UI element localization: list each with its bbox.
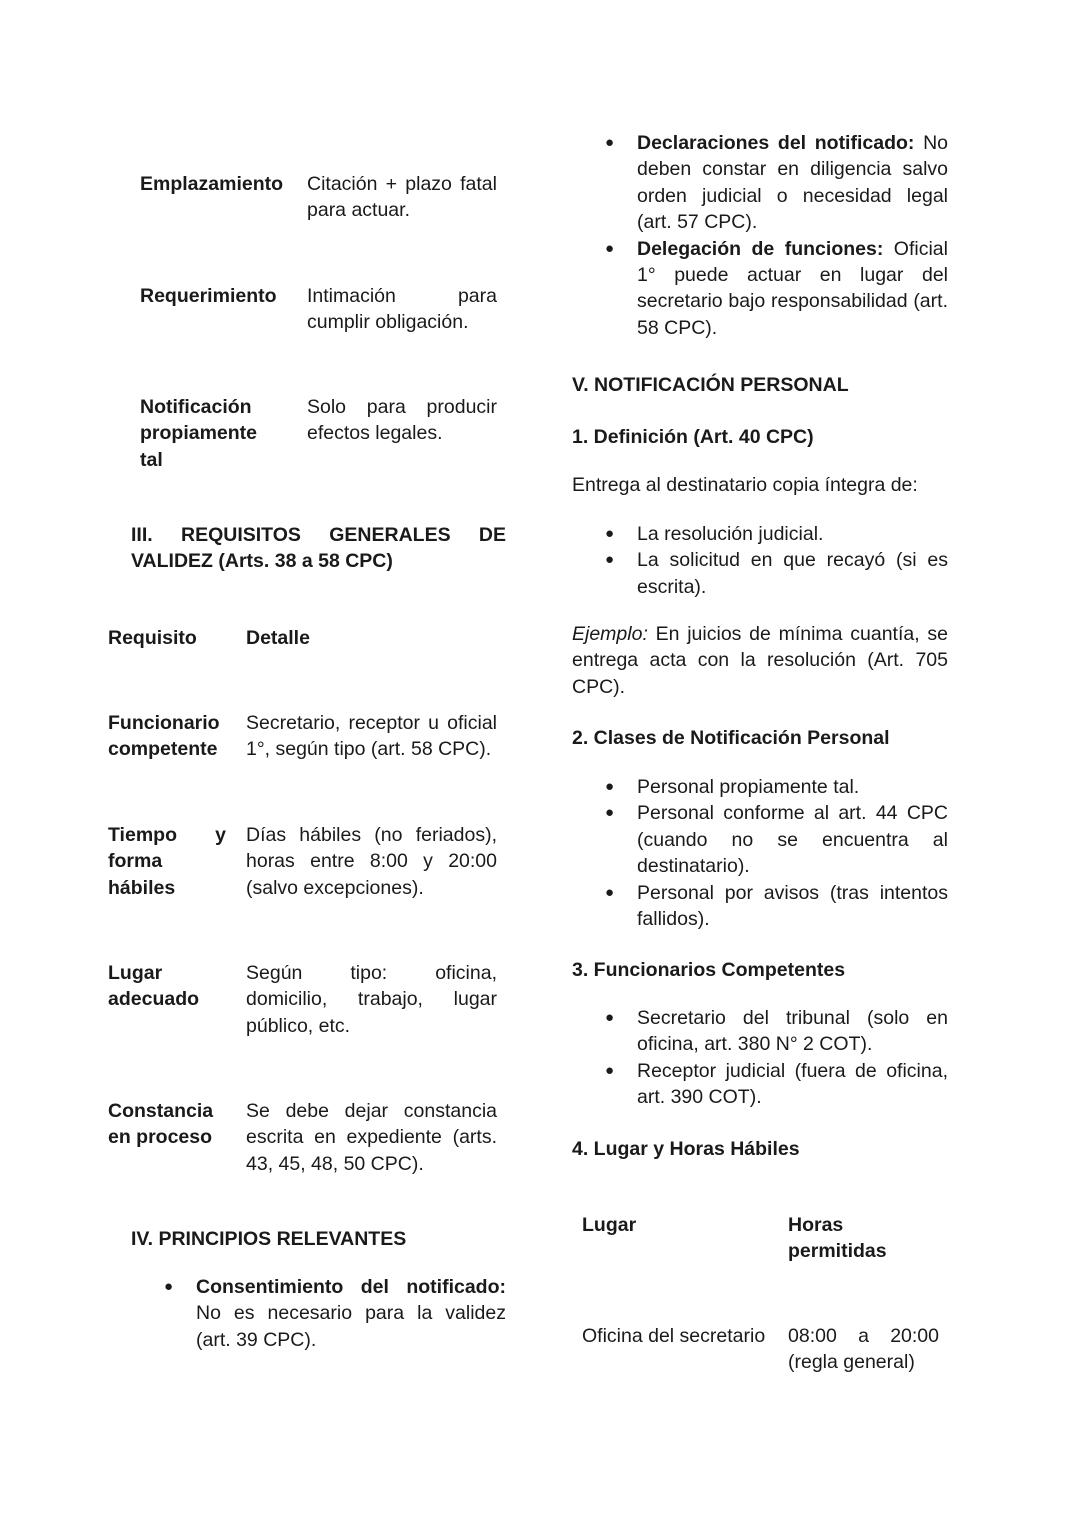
officials-heading: 3. Funcionarios Competentes [572,959,846,981]
lugar-cell: Oficina del secretario [582,1325,766,1347]
bullet-icon [605,880,615,906]
list-item [637,774,948,800]
description-cell: Solo para producir efectos legales. [307,396,497,445]
term-cell: Emplazamiento [140,173,284,195]
detalle-cell: Días hábiles (no feriados), horas entre 8:00 y 20:00 (salvo excepciones). [246,824,497,899]
list-item [637,1058,948,1111]
item-label: Declaraciones del notificado: [637,132,915,154]
definition-list [637,521,948,600]
section-v-heading: V. NOTIFICACIÓN PERSONAL [572,374,849,396]
example-label: Ejemplo: [572,623,648,645]
header-horas: Horas permitidas [788,1214,887,1263]
item-label: Delegación de funciones: [637,237,884,260]
list-item [637,130,948,236]
requisito-cell: Lugar adecuado [108,962,200,1011]
detalle-cell: Se debe dejar constancia escrita en expediente (arts. 43, 45, 48, 50 CPC). [246,1100,497,1175]
item-text: Personal conforme al art. 44 CPC (cuando no se encuentra al destinatario). [637,802,948,878]
header-lugar: Lugar [582,1214,637,1236]
requisito-cell: Funcionario competente [108,712,220,761]
item-text: No es necesario para la validez (art. 39 CPC). [196,1302,506,1351]
list-item [637,521,948,547]
classes-list [637,774,948,932]
item-text: No deben constar en diligencia salvo orden judicial o necesidad legal (art. 57 CPC). [637,132,948,234]
requisito-cell: Constancia en proceso [108,1100,214,1149]
bullet-icon [605,774,615,800]
bullet-icon [164,1274,174,1300]
horas-cell: 08:00 a 20:00 (regla general) [788,1325,939,1374]
list-item [637,547,948,600]
item-label: Consentimiento del notificado: [196,1276,506,1298]
list-item [637,236,948,342]
detalle-cell: Según tipo: oficina, domicilio, trabajo, lugar público, etc. [246,962,497,1037]
description-cell: Citación + plazo fatal para actuar. [307,173,497,222]
item-text: Personal propiamente tal. [637,776,860,798]
officials-list [637,1005,948,1111]
place-hours-heading: 4. Lugar y Horas Hábiles [572,1138,800,1160]
example-text: En juicios de mínima cuantía, se entrega acta con la resolución (Art. 705 CPC). [572,623,948,698]
list-item [196,1274,506,1353]
list-item [637,800,948,879]
principles-list [196,1274,506,1353]
requisito-cell: Tiempo y forma hábiles [108,824,226,899]
item-text: Oficial 1° puede actuar en lugar del secretario bajo responsabilidad (art. 58 CPC). [637,237,948,339]
item-text: La resolución judicial. [637,523,824,545]
item-text: Personal por avisos (tras intentos fallidos). [637,881,948,931]
term-cell: Requerimiento [140,285,277,307]
bullet-icon [605,1058,615,1084]
header-requisito: Requisito [108,627,197,649]
list-item [637,880,948,933]
term-cell: Notificación propiamente tal [140,396,258,471]
item-text: Receptor judicial (fuera de oficina, art. 390 COT). [637,1059,948,1109]
description-cell: Intimación para cumplir obligación. [307,285,497,334]
definition-example [572,621,948,700]
bullet-icon [605,130,615,156]
detalle-cell: Secretario, receptor u oficial 1°, según tipo (art. 58 CPC). [246,712,497,761]
definition-heading: 1. Definición (Art. 40 CPC) [572,426,814,448]
bullet-icon [605,1005,615,1031]
bullet-icon [605,236,615,262]
principles-list-continued [637,130,948,341]
bullet-icon [605,521,615,547]
item-text: Secretario del tribunal (solo en oficina, art. 380 N° 2 COT). [637,1007,948,1056]
section-iii-heading: III. REQUISITOS GENERALES DE VALIDEZ (Arts. 38 a 58 CPC) [131,524,506,573]
bullet-icon [605,547,615,573]
classes-heading: 2. Clases de Notificación Personal [572,727,890,749]
section-iv-heading: IV. PRINCIPIOS RELEVANTES [131,1228,407,1250]
list-item [637,1005,948,1058]
header-detalle: Detalle [246,627,310,649]
bullet-icon [605,800,615,826]
item-text: La solicitud en que recayó (si es escrita). [637,549,948,598]
definition-intro: Entrega al destinatario copia íntegra de: [572,474,918,496]
